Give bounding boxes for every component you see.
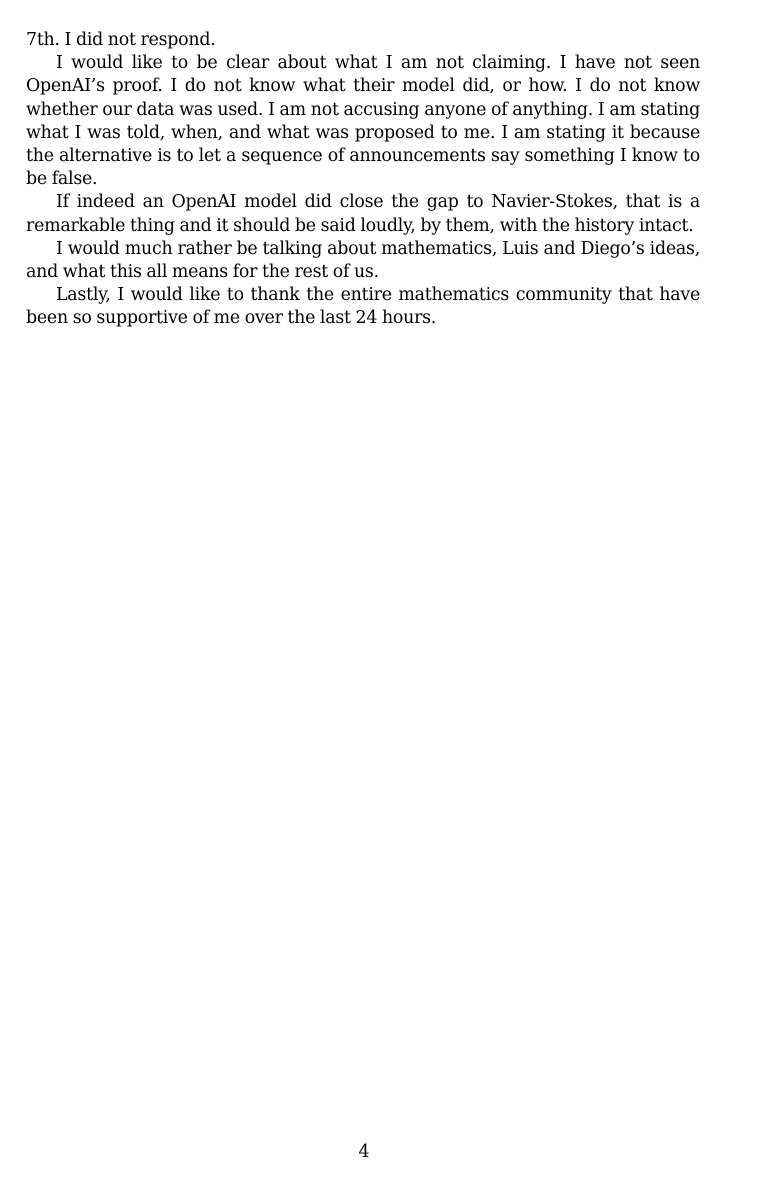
paragraph-mathematics: I would much rather be talking about mathematics, Luis and Diego’s ideas, and what this all means for the rest of us. bbox=[26, 238, 700, 283]
paragraph-continuation: 7th. I did not respond. bbox=[26, 30, 216, 50]
page-number: 4 bbox=[358, 1142, 370, 1162]
paragraph-navier-stokes: If indeed an OpenAI model did close the gap to Navier-Stokes, that is a remarkable thing and it should be said loudly, by them, with the history intact. bbox=[26, 192, 700, 236]
paragraph-thanks: Lastly, I would like to thank the entire mathematics community that have been so supportive of me over the last 24 hours. bbox=[26, 285, 700, 329]
document-body bbox=[26, 29, 700, 331]
paragraph-disclaimer: I would like to be clear about what I am not claiming. I have not seen OpenAI’s proof. I do not know what their model did, or how. I do not know whether our data was used. I am not accusing anyone of anything. I am stating what I was told, when, and what was proposed to me. I am stating it because the alternative is to let a sequence of announcements say something I know to be false. bbox=[26, 53, 700, 190]
